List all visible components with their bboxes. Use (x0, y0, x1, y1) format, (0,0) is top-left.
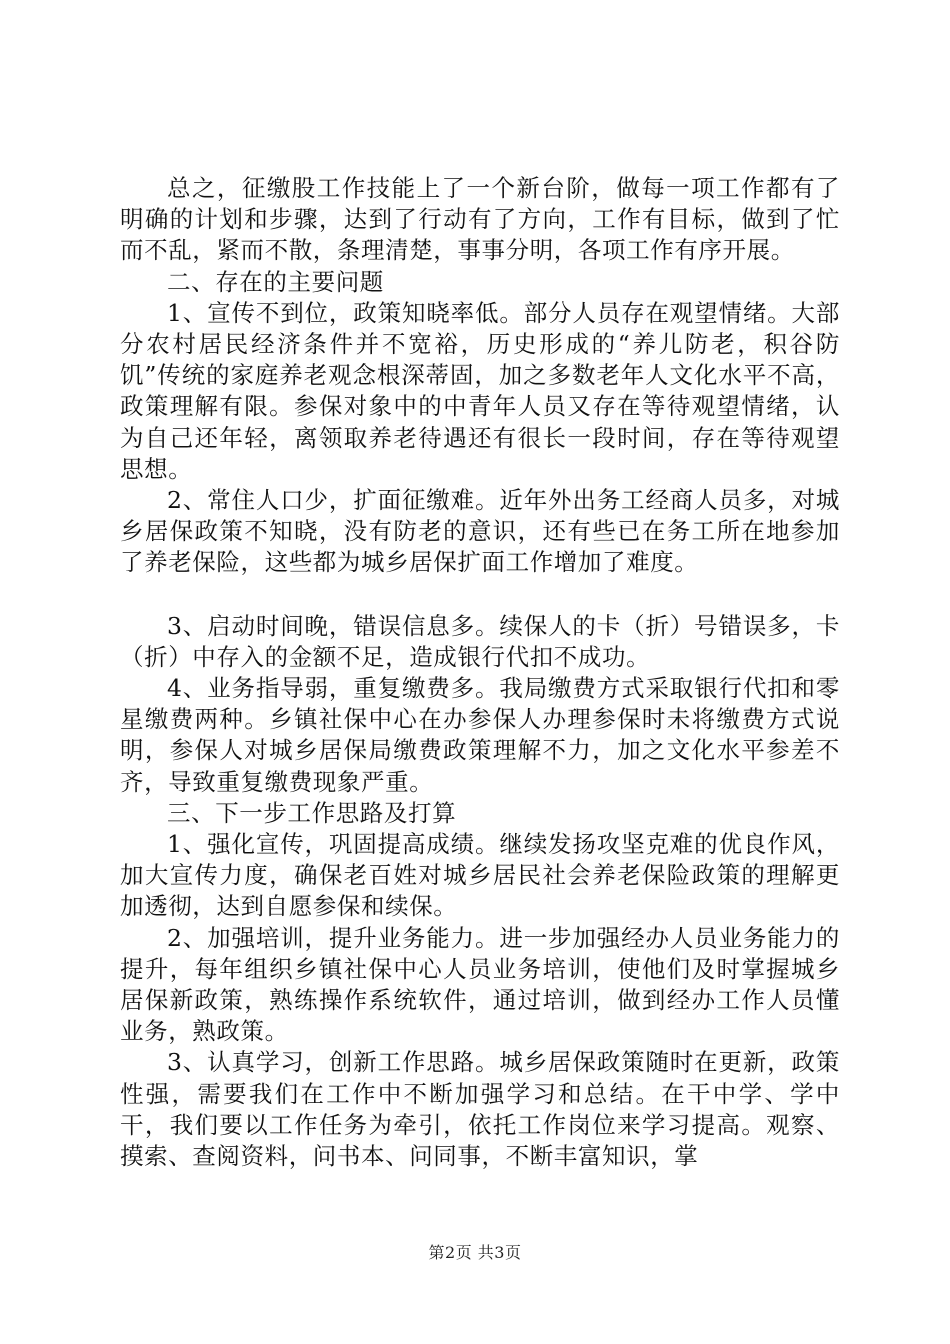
section-heading-next-steps: 三、下一步工作思路及打算 (167, 798, 457, 827)
paragraph-summary: 总之，征缴股工作技能上了一个新台阶，做每一项工作都有了明确的计划和步骤，达到了行动有了方向，工作有目标，做到了忙而不乱，紧而不散，条理清楚，事事分明，各项工作有序开展。 (120, 174, 840, 265)
paragraph-plan-3: 3、认真学习，创新工作思路。城乡居保政策随时在更新，政策性强，需要我们在工作中不断加强学习和总结。在干中学、学中干，我们要以工作任务为牵引，依托工作岗位来学习提高。观察、摸索、查阅资料，问书本、问同事，不断丰富知识，掌 (120, 1048, 840, 1171)
paragraph-plan-1: 1、强化宣传，巩固提高成绩。继续发扬攻坚克难的优良作风，加大宣传力度，确保老百姓对城乡居民社会养老保险政策的理解更加透彻，达到自愿参保和续保。 (120, 830, 840, 921)
paragraph-problem-3: 3、启动时间晚，错误信息多。续保人的卡（折）号错误多，卡（折）中存入的金额不足，造成银行代扣不成功。 (120, 611, 840, 671)
paragraph-problem-4: 4、业务指导弱，重复缴费多。我局缴费方式采取银行代扣和零星缴费两种。乡镇社保中心在办参保人办理参保时未将缴费方式说明，参保人对城乡居保局缴费政策理解不力，加之文化水平参差不齐，导致重复缴费现象严重。 (120, 674, 840, 796)
paragraph-problem-1: 1、宣传不到位，政策知晓率低。部分人员存在观望情绪。大部分农村居民经济条件并不宽裕，历史形成的“养儿防老，积谷防饥”传统的家庭养老观念根深蒂固，加之多数老年人文化水平不高，政策理解有限。参保对象中的中青年人员又存在等待观望情绪，认为自己还年轻，离领取养老待遇还有很长一段时间，存在等待观望思想。 (120, 298, 840, 483)
document-body (120, 173, 840, 1172)
section-heading-problems: 二、存在的主要问题 (167, 267, 384, 296)
paragraph-plan-2: 2、加强培训，提升业务能力。进一步加强经办人员业务能力的提升，每年组织乡镇社保中心人员业务培训，使他们及时掌握城乡居保新政策，熟练操作系统软件，通过培训，做到经办工作人员懂业务，熟政策。 (120, 923, 840, 1046)
page-number-footer: 第2页 共3页 (428, 1243, 522, 1262)
paragraph-problem-2: 2、常住人口少，扩面征缴难。近年外出务工经商人员多，对城乡居保政策不知晓，没有防老的意识，还有些已在务工所在地参加了养老保险，这些都为城乡居保扩面工作增加了难度。 (120, 486, 840, 577)
